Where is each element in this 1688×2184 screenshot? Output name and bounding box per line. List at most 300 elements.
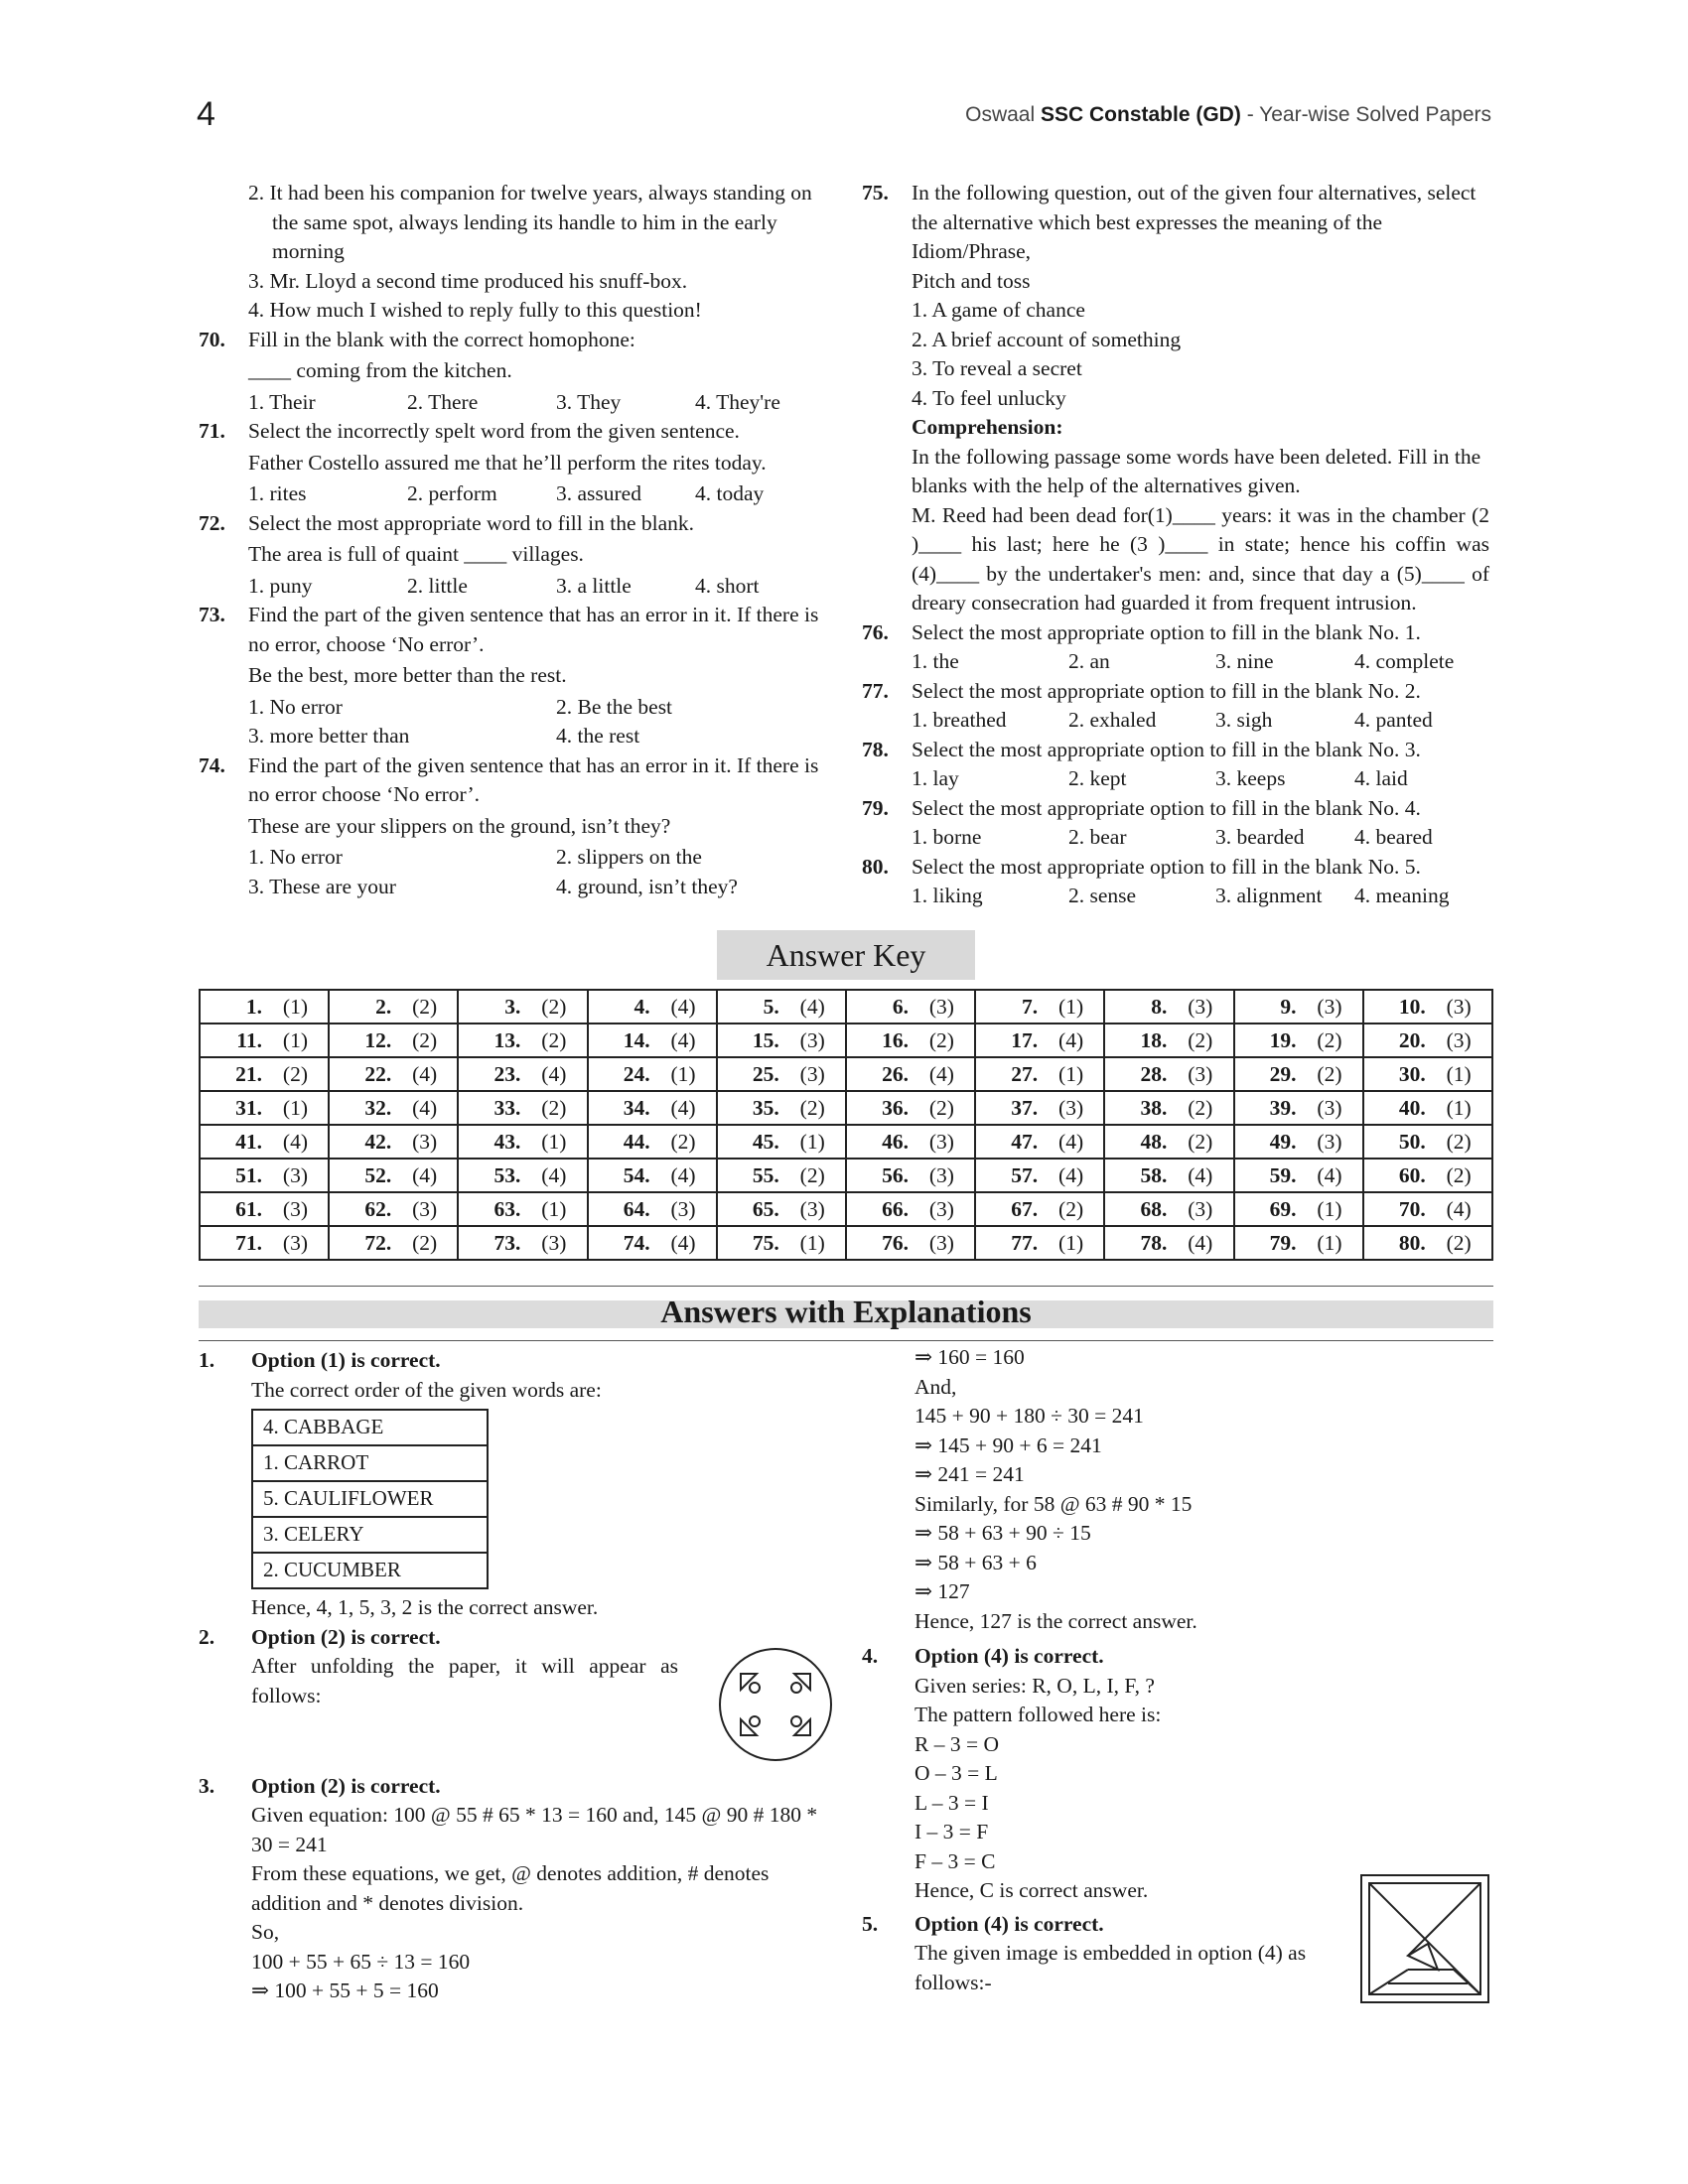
question-79 [862, 794, 1489, 853]
option: 1. No error [248, 845, 343, 869]
answer-key-cell [846, 990, 975, 1024]
answer-option: (1) [282, 1095, 308, 1120]
question-number: 80. [1398, 1230, 1426, 1255]
question-number: 37. [1011, 1095, 1039, 1120]
explanation-3-continued [862, 1343, 1489, 1636]
question-number: 63. [493, 1196, 521, 1221]
answer-key-cell [329, 1226, 458, 1260]
answer-key-cell [846, 1125, 975, 1159]
question-number: 78. [1140, 1230, 1168, 1255]
answer-option: (2) [1188, 1095, 1213, 1120]
answer-number: 1. [199, 1348, 215, 1372]
question-77 [862, 677, 1489, 736]
question-number: 39. [1269, 1095, 1297, 1120]
answer-option: (3) [928, 994, 954, 1019]
answer-key-cell [1363, 1226, 1492, 1260]
answer-key-cell [1363, 1091, 1492, 1125]
answer-key-cell [1234, 990, 1363, 1024]
answer-key-cell [1363, 1057, 1492, 1091]
answer-option: (3) [928, 1129, 954, 1154]
answer-heading: Option (4) is correct. [914, 1911, 1104, 1936]
answer-number: 4. [862, 1644, 879, 1668]
question-78 [862, 736, 1489, 794]
comprehension-heading: Comprehension: [912, 415, 1063, 439]
answer-key-cell [200, 990, 329, 1024]
answer-option: (2) [1317, 1027, 1342, 1052]
answer-option: (1) [799, 1230, 825, 1255]
answer-number: 5. [862, 1911, 879, 1936]
question-number: 30. [1398, 1061, 1426, 1086]
option: 3. alignment [1215, 884, 1323, 907]
answer-key-cell [329, 1024, 458, 1057]
question-number: 40. [1398, 1095, 1426, 1120]
explanation-5 [862, 1910, 1489, 1998]
question-number: 33. [493, 1095, 521, 1120]
answer-option: (1) [1317, 1196, 1342, 1221]
answer-option: (3) [282, 1230, 308, 1255]
answer-key-cell [329, 1057, 458, 1091]
answer-text: ⇒ 127 [914, 1579, 970, 1603]
question-number: 70. [199, 327, 225, 351]
question-number: 76. [862, 619, 889, 644]
answer-option: (4) [412, 1095, 438, 1120]
answer-option: (4) [670, 1095, 696, 1120]
question-text: Select the most appropriate option to fill in the blank No. 3. [912, 737, 1421, 761]
answer-key-cell [588, 990, 717, 1024]
answer-key-row [200, 1091, 1492, 1125]
answer-key-cell [717, 1024, 846, 1057]
options [912, 882, 1489, 911]
question-number: 31. [235, 1095, 262, 1120]
brand-name: Oswaal [965, 103, 1036, 126]
answer-option: (4) [282, 1129, 308, 1154]
answer-key-cell [1234, 1024, 1363, 1057]
question-number: 80. [862, 854, 889, 879]
answer-option: (3) [799, 1061, 825, 1086]
option: 2. A brief account of something [912, 327, 1182, 351]
answer-heading: Option (2) is correct. [251, 1773, 441, 1798]
vegetable-order-table [251, 1409, 489, 1589]
question-number: 75. [862, 181, 889, 205]
question-number: 4. [633, 994, 650, 1019]
table-cell: 1. CARROT [252, 1445, 488, 1481]
answer-key-cell [846, 1226, 975, 1260]
answer-option: (2) [1446, 1230, 1472, 1255]
question-number: 77. [1011, 1230, 1039, 1255]
answer-key-cell [717, 1192, 846, 1226]
option: 3. bearded [1215, 825, 1305, 849]
question-line: ____ coming from the kitchen. [248, 358, 512, 382]
question-73 [199, 601, 832, 751]
question-number: 50. [1398, 1129, 1426, 1154]
answer-key-cell [975, 1057, 1104, 1091]
answer-option: (1) [670, 1061, 696, 1086]
answer-option: (3) [1446, 1027, 1472, 1052]
question-number: 32. [364, 1095, 392, 1120]
answer-option: (4) [1058, 1027, 1084, 1052]
answer-text: ⇒ 241 = 241 [914, 1462, 1025, 1486]
question-number: 61. [235, 1196, 262, 1221]
answer-option: (3) [1058, 1095, 1084, 1120]
options [248, 843, 832, 901]
answer-text: Given series: R, O, L, I, F, ? [914, 1673, 1155, 1698]
options [248, 572, 832, 602]
answer-option: (2) [799, 1095, 825, 1120]
question-number: 8. [1151, 994, 1168, 1019]
question-line: The area is full of quaint ____ villages. [248, 542, 584, 566]
question-72 [199, 509, 832, 602]
question-number: 20. [1398, 1027, 1426, 1052]
question-number: 27. [1011, 1061, 1039, 1086]
answer-text: 145 + 90 + 180 ÷ 30 = 241 [914, 1404, 1144, 1428]
answer-key-cell [200, 1024, 329, 1057]
question-76 [862, 618, 1489, 677]
answer-key-cell [458, 1159, 587, 1192]
answer-key-cell [1234, 1226, 1363, 1260]
answer-option: (3) [1446, 994, 1472, 1019]
answer-key-cell [458, 1024, 587, 1057]
option: 3. keeps [1215, 766, 1286, 790]
question-text: Select the most appropriate option to fill in the blank No. 4. [912, 795, 1421, 820]
options [912, 647, 1489, 677]
answer-option: (2) [412, 994, 438, 1019]
answer-option: (3) [670, 1196, 696, 1221]
answer-text: L – 3 = I [914, 1790, 989, 1815]
answer-option: (2) [541, 994, 567, 1019]
answer-key-cell [588, 1159, 717, 1192]
answer-key-cell [975, 990, 1104, 1024]
answer-text: I – 3 = F [914, 1820, 989, 1843]
answer-key-cell [1104, 1159, 1233, 1192]
option: 4. ground, isn’t they? [556, 874, 738, 898]
idiom-phrase: Pitch and toss [912, 268, 1031, 293]
question-number: 65. [752, 1196, 779, 1221]
question-number: 1. [245, 994, 262, 1019]
option: 3. They [556, 389, 622, 414]
question-number: 60. [1398, 1162, 1426, 1187]
answer-key-cell [458, 1125, 587, 1159]
question-number: 29. [1269, 1061, 1297, 1086]
answer-key-cell [1104, 1226, 1233, 1260]
answer-option: (2) [1188, 1027, 1213, 1052]
option: 1. the [912, 649, 959, 673]
question-number: 14. [623, 1027, 650, 1052]
answer-key-cell [717, 1091, 846, 1125]
answer-key-cell [200, 1057, 329, 1091]
answer-option: (2) [1058, 1196, 1084, 1221]
question-number: 22. [364, 1061, 392, 1086]
answer-option: (3) [1317, 994, 1342, 1019]
answer-key-cell [329, 1192, 458, 1226]
answer-key-cell [975, 1024, 1104, 1057]
question-text: Select the most appropriate word to fill in the blank. [248, 510, 695, 535]
answer-key-cell [588, 1091, 717, 1125]
answer-key-cell [1234, 1091, 1363, 1125]
explanation-1 [199, 1346, 834, 1623]
answer-key-cell [846, 1192, 975, 1226]
question-number: 74. [623, 1230, 650, 1255]
question-line: Father Costello assured me that he’ll perform the rites today. [248, 450, 767, 475]
question-number: 13. [493, 1027, 521, 1052]
answer-option: (3) [1188, 1196, 1213, 1221]
answer-option: (4) [412, 1162, 438, 1187]
explanation-4 [862, 1642, 1489, 1906]
answer-key-cell [975, 1192, 1104, 1226]
answer-text: From these equations, we get, @ denotes addition, # denotes addition and * denotes division. [251, 1861, 770, 1915]
answer-option: (2) [670, 1129, 696, 1154]
answer-key-cell [200, 1091, 329, 1125]
answer-key-cell [846, 1159, 975, 1192]
answer-option: (2) [928, 1027, 954, 1052]
question-number: 62. [364, 1196, 392, 1221]
question-number: 34. [623, 1095, 650, 1120]
answer-key-cell [1234, 1057, 1363, 1091]
q69-item-2: 2. It had been his companion for twelve years, always standing on the same spot, always lending its handle to him in the early morning [248, 181, 812, 263]
answer-number: 2. [199, 1624, 215, 1649]
option: 2. exhaled [1068, 708, 1157, 732]
question-number: 66. [882, 1196, 909, 1221]
answer-option: (1) [282, 1027, 308, 1052]
answer-key-cell [1104, 990, 1233, 1024]
answer-key-cell [1234, 1192, 1363, 1226]
question-number: 79. [862, 795, 889, 820]
question-number: 75. [752, 1230, 779, 1255]
option: 2. There [407, 389, 479, 414]
question-number: 71. [199, 419, 225, 443]
question-number: 43. [493, 1129, 521, 1154]
question-number: 28. [1140, 1061, 1168, 1086]
question-number: 51. [235, 1162, 262, 1187]
answer-text: ⇒ 100 + 55 + 5 = 160 [251, 1979, 439, 2002]
answer-option: (3) [1317, 1095, 1342, 1120]
answer-heading: Option (1) is correct. [251, 1348, 441, 1372]
explanation-3 [199, 1772, 834, 2006]
options [248, 693, 832, 751]
answer-option: (4) [1446, 1196, 1472, 1221]
option: 3. These are your [248, 874, 396, 898]
question-number: 57. [1011, 1162, 1039, 1187]
answer-text: And, [914, 1374, 957, 1399]
question-text: Select the incorrectly spelt word from the given sentence. [248, 419, 740, 443]
options [912, 764, 1489, 794]
question-number: 72. [364, 1230, 392, 1255]
question-number: 36. [882, 1095, 909, 1120]
answer-text: After unfolding the paper, it will appear as follows: [251, 1654, 678, 1707]
answer-option: (4) [1058, 1129, 1084, 1154]
answer-option: (2) [1446, 1162, 1472, 1187]
answer-option: (2) [928, 1095, 954, 1120]
answer-option: (3) [541, 1230, 567, 1255]
answer-option: (3) [1188, 994, 1213, 1019]
question-number: 2. [375, 994, 392, 1019]
answer-key-cell [588, 1024, 717, 1057]
answer-option: (1) [541, 1129, 567, 1154]
answer-option: (3) [412, 1196, 438, 1221]
answer-key-cell [200, 1192, 329, 1226]
answer-option: (2) [1188, 1129, 1213, 1154]
answer-text: ⇒ 145 + 90 + 6 = 241 [914, 1433, 1102, 1457]
answer-option: (3) [928, 1230, 954, 1255]
question-number: 79. [1269, 1230, 1297, 1255]
answer-option: (2) [541, 1027, 567, 1052]
answer-number: 3. [199, 1773, 215, 1798]
option: 2. perform [407, 481, 497, 505]
answer-key-cell [588, 1057, 717, 1091]
answer-key-cell [458, 1226, 587, 1260]
answer-heading: Option (2) is correct. [251, 1624, 441, 1649]
answer-option: (3) [282, 1196, 308, 1221]
option: 1. lay [912, 766, 959, 790]
answer-key-cell [1363, 1024, 1492, 1057]
answer-option: (3) [282, 1162, 308, 1187]
answer-text: Similarly, for 58 @ 63 # 90 * 15 [914, 1491, 1193, 1516]
question-line: These are your slippers on the ground, isn’t they? [248, 813, 671, 838]
question-number: 5. [763, 994, 779, 1019]
answer-key-row [200, 1125, 1492, 1159]
question-number: 77. [862, 678, 889, 703]
option: 3. more better than [248, 724, 410, 748]
question-text: Select the most appropriate option to fill in the blank No. 5. [912, 854, 1421, 879]
question-number: 73. [493, 1230, 521, 1255]
answer-key-row [200, 1192, 1492, 1226]
option: 2. an [1068, 649, 1110, 673]
question-text: Fill in the blank with the correct homophone: [248, 327, 635, 351]
answer-key-cell [975, 1125, 1104, 1159]
answer-key-cell [846, 1024, 975, 1057]
answer-option: (3) [1188, 1061, 1213, 1086]
option: 1. puny [248, 573, 313, 598]
question-number: 10. [1398, 994, 1426, 1019]
answer-option: (2) [412, 1230, 438, 1255]
question-number: 19. [1269, 1027, 1297, 1052]
options [248, 388, 832, 418]
answer-option: (4) [670, 1027, 696, 1052]
question-number: 7. [1022, 994, 1039, 1019]
answer-text: 100 + 55 + 65 ÷ 13 = 160 [251, 1949, 471, 1974]
answer-key-cell [588, 1226, 717, 1260]
answer-text: So, [251, 1920, 280, 1944]
answer-key-cell [588, 1125, 717, 1159]
answer-key-cell [458, 1091, 587, 1125]
answer-option: (4) [670, 1162, 696, 1187]
answer-option: (3) [799, 1196, 825, 1221]
table-cell: 3. CELERY [252, 1517, 488, 1553]
question-number: 48. [1140, 1129, 1168, 1154]
answer-option: (3) [928, 1196, 954, 1221]
answer-option: (4) [799, 994, 825, 1019]
answer-option: (1) [282, 994, 308, 1019]
answer-option: (4) [1188, 1162, 1213, 1187]
table-cell: 5. CAULIFLOWER [252, 1481, 488, 1517]
question-number: 26. [882, 1061, 909, 1086]
question-number: 76. [882, 1230, 909, 1255]
questions-right-column [862, 179, 1489, 911]
option: 4. beared [1354, 825, 1433, 849]
option: 3. nine [1215, 649, 1274, 673]
answer-key-row [200, 1226, 1492, 1260]
question-number: 58. [1140, 1162, 1168, 1187]
answer-key-cell [1104, 1057, 1233, 1091]
options [912, 706, 1489, 736]
answer-text: Given equation: 100 @ 55 # 65 * 13 = 160 and, 145 @ 90 # 180 * 30 = 241 [251, 1803, 818, 1856]
option: 4. the rest [556, 724, 640, 748]
option: 3. assured [556, 481, 641, 505]
answer-key-cell [200, 1159, 329, 1192]
question-number: 12. [364, 1027, 392, 1052]
question-number: 6. [892, 994, 909, 1019]
question-number: 42. [364, 1129, 392, 1154]
answer-key-cell [458, 1057, 587, 1091]
answer-key-row [200, 1024, 1492, 1057]
explanations-title: Answers with Explanations [660, 1294, 1032, 1329]
option: 4. laid [1354, 766, 1408, 790]
answer-text: F – 3 = C [914, 1848, 996, 1873]
answer-option: (1) [799, 1129, 825, 1154]
answer-key-cell [717, 1057, 846, 1091]
answer-key-cell [1104, 1125, 1233, 1159]
question-number: 44. [623, 1129, 650, 1154]
section-rule-top [199, 1286, 1493, 1287]
answer-key-cell [1234, 1159, 1363, 1192]
question-number: 68. [1140, 1196, 1168, 1221]
table-cell: 4. CABBAGE [252, 1410, 488, 1445]
answer-key-cell [1234, 1125, 1363, 1159]
answer-option: (2) [541, 1095, 567, 1120]
comprehension-instructions: In the following passage some words have been deleted. Fill in the blanks with the help of the alternatives given. [912, 444, 1481, 497]
answer-key-cell [717, 1159, 846, 1192]
question-number: 70. [1398, 1196, 1426, 1221]
answer-text: ⇒ 160 = 160 [914, 1345, 1025, 1369]
answer-option: (1) [1058, 994, 1084, 1019]
answer-option: (4) [670, 994, 696, 1019]
question-number: 49. [1269, 1129, 1297, 1154]
comprehension-passage: M. Reed had been dead for(1)____ years: it was in the chamber (2 )____ his last; here he (3 )____ in state; hence his coffin was (4)____ by the undertaker's men: and, since that day a (5)____ of dreary consecration had guarded it from frequent intrusion. [912, 502, 1489, 614]
question-number: 16. [882, 1027, 909, 1052]
table-cell: 2. CUCUMBER [252, 1553, 488, 1588]
question-number: 11. [236, 1027, 262, 1052]
answer-option: (4) [1317, 1162, 1342, 1187]
option: 4. meaning [1354, 884, 1450, 907]
question-number: 41. [235, 1129, 262, 1154]
option: 1. No error [248, 694, 343, 719]
answer-key-cell [329, 990, 458, 1024]
answer-key-row [200, 1159, 1492, 1192]
answer-key-cell [975, 1159, 1104, 1192]
answer-key-cell [458, 1192, 587, 1226]
question-number: 64. [623, 1196, 650, 1221]
question-number: 17. [1011, 1027, 1039, 1052]
answer-option: (2) [282, 1061, 308, 1086]
question-text: Select the most appropriate option to fill in the blank No. 2. [912, 678, 1421, 703]
question-number: 46. [882, 1129, 909, 1154]
answer-option: (1) [1446, 1095, 1472, 1120]
answer-text: The given image is embedded in option (4) as follows:- [914, 1941, 1307, 1994]
answer-option: (1) [541, 1196, 567, 1221]
answer-text: The pattern followed here is: [914, 1703, 1162, 1726]
q69-item-4: 4. How much I wished to reply fully to this question! [248, 298, 702, 322]
answer-option: (1) [1058, 1230, 1084, 1255]
question-number: 53. [493, 1162, 521, 1187]
answer-conclusion: Hence, 4, 1, 5, 3, 2 is the correct answer. [251, 1595, 599, 1619]
answer-key-cell [200, 1125, 329, 1159]
answer-key-cell [1363, 1192, 1492, 1226]
question-80 [862, 853, 1489, 911]
q69-item-3: 3. Mr. Lloyd a second time produced his snuff-box. [248, 268, 688, 293]
answer-option: (3) [412, 1129, 438, 1154]
options [248, 479, 832, 509]
answer-text: Hence, C is correct answer. [914, 1878, 1149, 1902]
answer-option: (2) [412, 1027, 438, 1052]
